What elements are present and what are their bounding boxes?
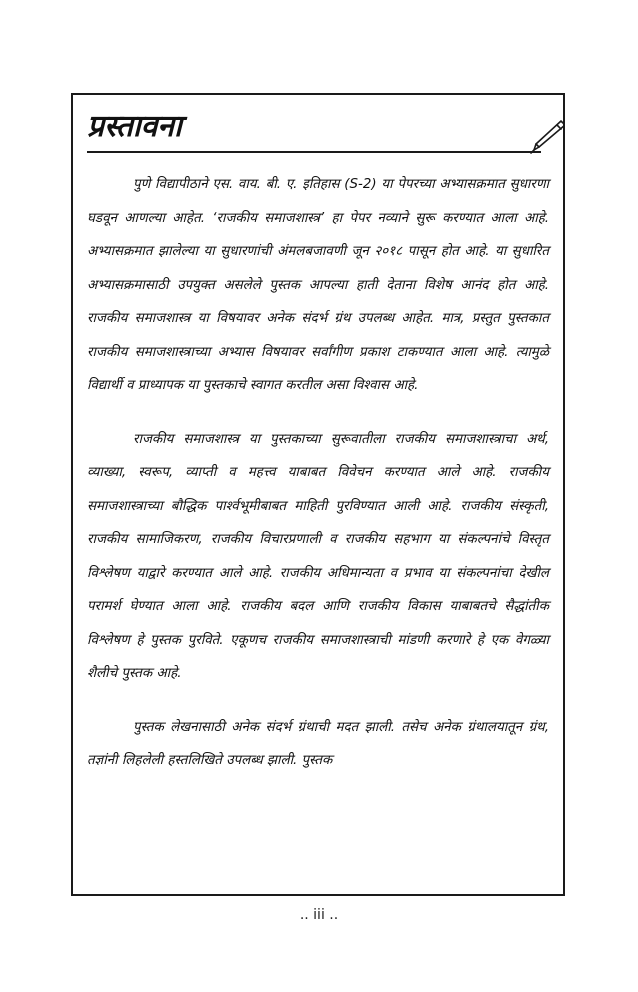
page-number: .. iii ..	[299, 907, 339, 923]
page-title: प्रस्तावना	[87, 109, 182, 144]
paragraph-2: राजकीय समाजशास्त्र या पुस्तकाच्या सुरूवातीला राजकीय समाजशास्त्राचा अर्थ, व्याख्या, स्वरूप, व्याप्ती व महत्त्व याबाबत विवेचन करण्यात आले आहे. राजकीय समाजशास्त्राच्या बौद्धिक पार्श्वभूमीबाबत माहिती पुरविण्यात आली आहे. राजकीय संस्कृती, राजकीय सामाजिकरण, राजकीय विचारप्रणाली व राजकीय सहभाग या संकल्पनांचे विस्तृत विश्लेषण याद्वारे करण्यात आले आहे. राजकीय अधिमान्यता व प्रभाव या संकल्पनांचा देखील परामर्श घेण्यात आला आहे. राजकीय बदल आणि राजकीय विकास याबाबतचे सैद्धांतीक विश्लेषण हे पुस्तक पुरविते. एकूणच राजकीय समाजशास्त्राची मांडणी करणारे हे एक वेगळ्या शैलीचे पुस्तक आहे.	[87, 431, 549, 681]
paragraph-1: पुणे विद्यापीठाने एस. वाय. बी. ए. इतिहास (S-2) या पेपरच्या अभ्यासक्रमात सुधारणा घडवून आणल्या आहेत. ‘राजकीय समाजशास्त्र’ हा पेपर नव्याने सुरू करण्यात आला आहे. अभ्यासक्रमात झालेल्या या सुधारणांची अंमलबजावणी जून २०१८ पासून होत आहे. या सुधारित अभ्यासक्रमासाठी उपयुक्त असलेले पुस्तक आपल्या हाती देताना विशेष आनंद होत आहे. राजकीय समाजशास्त्र या विषयावर अनेक संदर्भ ग्रंथ उपलब्ध आहेत. मात्र, प्रस्तुत पुस्तकात राजकीय समाजशास्त्राच्या अभ्यास विषयावर सर्वांगीण प्रकाश टाकण्यात आला आहे. त्यामुळे विद्यार्थी व प्राध्यापक या पुस्तकाचे स्वागत करतील असा विश्वास आहे.	[87, 177, 549, 393]
preface-body	[87, 168, 549, 798]
paragraph-3: पुस्तक लेखनासाठी अनेक संदर्भ ग्रंथाची मदत झाली. तसेच अनेक ग्रंथालयातून ग्रंथ, तज्ञांनी लिहलेली हस्तलिखिते उपलब्ध झाली. पुस्तक	[87, 719, 549, 768]
page-frame	[71, 93, 565, 896]
heading-underline	[87, 151, 541, 153]
